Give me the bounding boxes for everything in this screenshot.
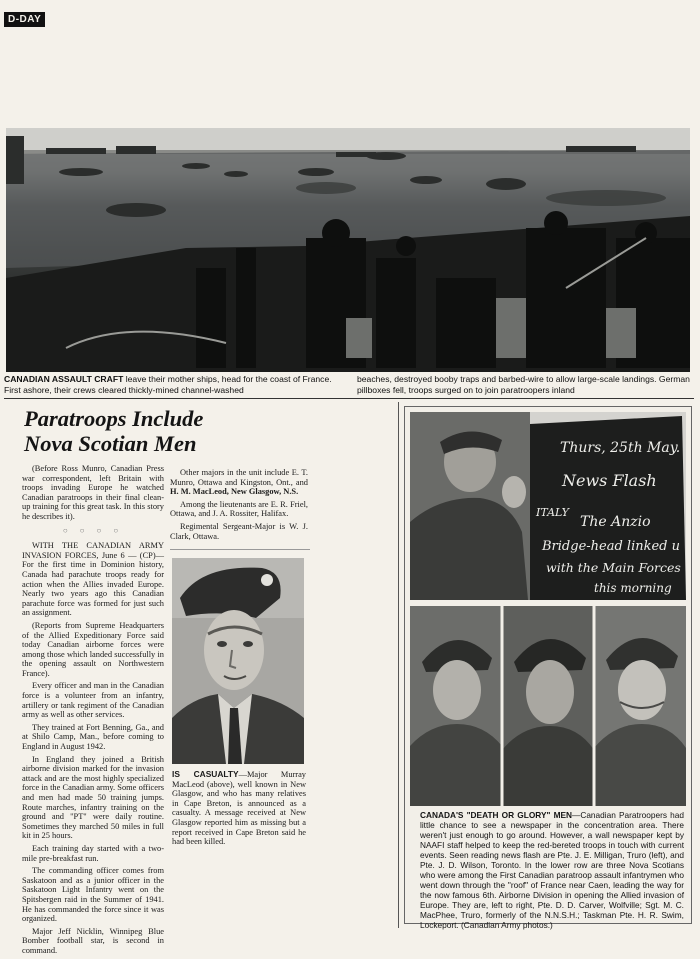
section-separator: ○ ○ ○ ○ <box>62 525 124 535</box>
board-this-morning: this morning <box>594 581 672 595</box>
board-anzio: The Anzio <box>580 514 651 530</box>
column-divider-small <box>170 549 310 550</box>
article-paragraph: In England they joined a British airborne division marked for the invasion attack and are the most highly specialized force in the Canadian army. Some officers and men had made 50 training jumps. Route marches, infantry training on the ground and "PT" were daily routine. Sometimes they marched 50 miles in full kit in 25 hours. <box>22 754 164 841</box>
top-caption-left-text: leave their mother ships, head for the coast of France. First ashore, their crews cleared thickly-mined channel-washed <box>4 374 332 395</box>
major-macleod-portrait <box>172 558 304 764</box>
paratroopers-caption <box>420 810 684 930</box>
board-italy: ITALY <box>536 506 569 519</box>
casualty-caption <box>172 770 306 847</box>
board-news-flash: News Flash <box>562 471 657 490</box>
majors-text: Other majors in the unit include E. T. Munro, Ottawa and Kingston, Ont., and <box>170 468 308 487</box>
article-intro: (Before Ross Munro, Canadian Press war correspondent, left Britain with troops invading Europe he watched Canadian paratroops in their final clean-up training for this great task. In this story he describes it). <box>22 464 164 521</box>
article-paragraph: Regimental Sergeant-Major is W. J. Clark, Ottawa. <box>170 521 308 541</box>
assault-craft-photo <box>6 128 690 372</box>
article-column-1 <box>22 464 164 959</box>
headline <box>24 406 314 456</box>
three-soldiers-photo <box>410 606 686 806</box>
divider-rule <box>4 398 694 399</box>
headline-line-1: Paratroops Include <box>24 406 204 431</box>
casualty-lead: IS CASUALTY <box>172 769 239 779</box>
article-paragraph: Each training day started with a two-mile pre-breakfast run. <box>22 843 164 863</box>
top-caption-left <box>4 374 334 395</box>
article-paragraph: Among the lieutenants are E. R. Friel, Ottawa, and J. A. Rossiter, Halifax. <box>170 499 308 519</box>
article-paragraph <box>170 468 308 497</box>
article-paragraph: (Reports from Supreme Headquarters of the Allied Expeditionary Force said today Canadian airborne forces were among those which landed successfully in the opening assault on Northwestern France). <box>22 620 164 678</box>
article-paragraph: The commanding officer comes from Saskatoon and as a junior officer in the Saskatoon Light Infantry went on the Spitsbergen raid in the Summer of 1941. He has commanded the force since it was organized. <box>22 866 164 924</box>
board-bridgehead: Bridge-head linked u <box>542 539 681 554</box>
paratroopers-caption-text: —Canadian Paratroopers had little chance to see a newspaper in the concentration area. There weren't just enough to go around. However, a wall newspaper kept by NAAFI staff helped to keep the red-bereted troops in touch with current events. Seen reading news flash are Pte. J. E. Milligan, Truro (left), and Pte. J. D. Wilson, Toronto. In the lower row are three Nova Scotians who were among the First Canadian paratroop assault infantrymen who went down through the "roof" of France near Caen, leading the way for the now famous 6th. Airborne Division in opening the Allied invasion of Europe. They are, left to right, Pte. D. D. Carver, Wolfville; Sgt. M. C. MacPhee, Truro, formerly of the N.N.S.H.; Taskman Pte. H. R. Swim, Lockeport. (Canadian Army photos.) <box>420 810 684 930</box>
article-paragraph: Major Jeff Nicklin, Winnipeg Blue Bomber football star, is second in command. <box>22 926 164 955</box>
article-paragraph: WITH THE CANADIAN ARMY INVASION FORCES, June 6 — (CP)—For the first time in Dominion history, Canada had parachute troops ready for action when the Allies invaded Europe. Nearly two years ago this Canadian parachute force was formed for just such an assignment. <box>22 541 164 618</box>
top-caption-lead: CANADIAN ASSAULT CRAFT <box>4 374 124 384</box>
board-date: Thurs, 25th May. <box>560 440 681 456</box>
article-paragraph: They trained at Fort Benning, Ga., and at Shilo Camp, Man., before coming to England in August 1942. <box>22 722 164 752</box>
headline-line-2: Nova Scotian Men <box>24 431 197 456</box>
article-column-2 <box>170 468 308 544</box>
news-flash-board-photo <box>410 412 686 600</box>
casualty-text: —Major Murray MacLeod (above), well known in New Glasgow, and who has many relatives in Cape Breton, is announced as a casualty. A message received at New Glasgow reported him as missing but a report received in Cape Breton said he had been killed. <box>172 770 306 847</box>
paratroopers-caption-lead: CANADA'S "DEATH OR GLORY" MEN <box>420 810 573 820</box>
top-caption-right: beaches, destroyed booby traps and barbed-wire to allow large-scale landings. German pillboxes fell, troops surged on to join paratroopers inland <box>357 374 690 395</box>
macleod-name: H. M. MacLeod, New Glasgow, N.S. <box>170 487 299 497</box>
column-divider <box>398 402 399 928</box>
article-paragraph: Every officer and man in the Canadian force is a volunteer from an infantry, artillery or tank regiment of the Canadian army as well as other services. <box>22 681 164 720</box>
section-tag: D-DAY <box>4 12 45 27</box>
board-main-forces: with the Main Forces <box>546 560 681 575</box>
